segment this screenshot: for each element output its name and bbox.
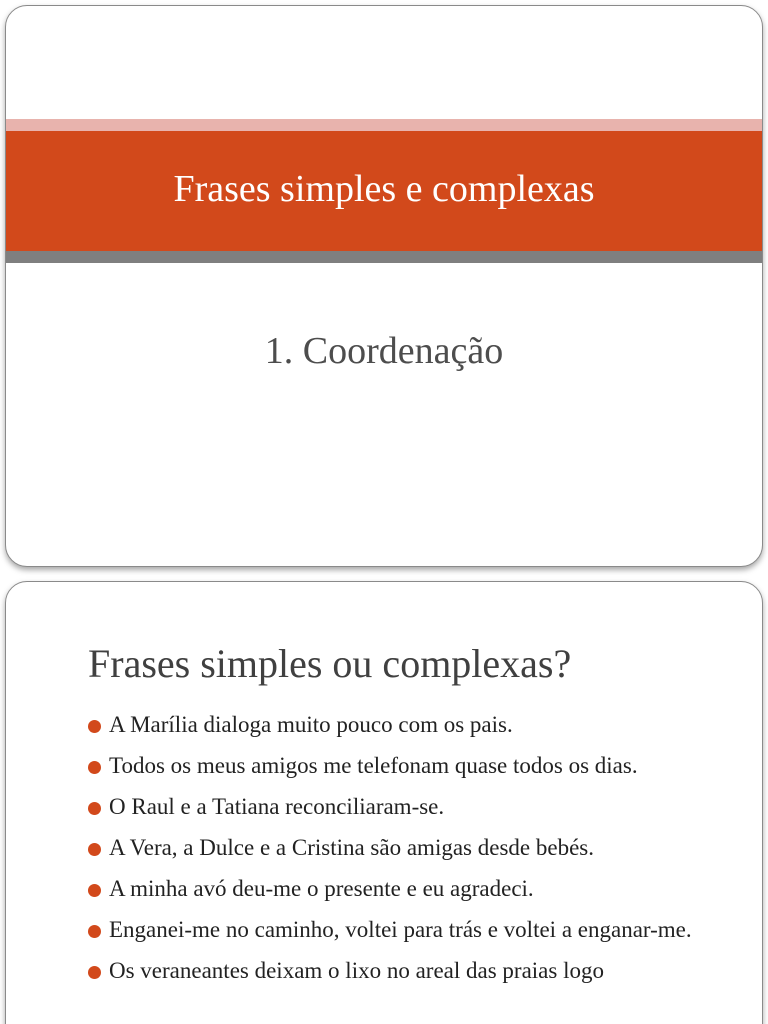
bullet-text: A minha avó deu-me o presente e eu agradeci. (109, 876, 534, 901)
bullet-item (88, 749, 724, 783)
bullet-item (88, 790, 724, 824)
bullet-item (88, 872, 724, 906)
bullet-dot-icon (88, 802, 101, 815)
slide-2-title: Frases simples ou complexas? (88, 641, 572, 686)
bullet-item (88, 831, 724, 865)
slide-2 (5, 581, 763, 1024)
bullet-dot-icon (88, 966, 101, 979)
bullet-dot-icon (88, 761, 101, 774)
bullet-text: A Marília dialoga muito pouco com os pais. (109, 712, 513, 737)
slide-1-title: Frases simples e complexas (173, 168, 595, 210)
bullet-text: Enganei-me no caminho, voltei para trás e voltei a enganar-me. (109, 917, 692, 942)
bullet-item (88, 954, 724, 988)
bullet-list (88, 708, 724, 995)
bullet-dot-icon (88, 884, 101, 897)
bullet-dot-icon (88, 843, 101, 856)
title-band (6, 131, 762, 251)
bullet-item (88, 913, 724, 947)
title-bottom-stripe (6, 251, 762, 263)
bullet-dot-icon (88, 720, 101, 733)
bullet-text: O Raul e a Tatiana reconciliaram-se. (109, 794, 445, 819)
bullet-dot-icon (88, 925, 101, 938)
bullet-item (88, 708, 724, 742)
bullet-text: Os veraneantes deixam o lixo no areal das praias logo (109, 958, 604, 983)
slide-1-subtitle: 1. Coordenação (264, 330, 504, 372)
bullet-text: A Vera, a Dulce e a Cristina são amigas desde bebés. (109, 835, 594, 860)
slide-1 (5, 5, 763, 567)
bullet-text: Todos os meus amigos me telefonam quase todos os dias. (109, 753, 638, 778)
